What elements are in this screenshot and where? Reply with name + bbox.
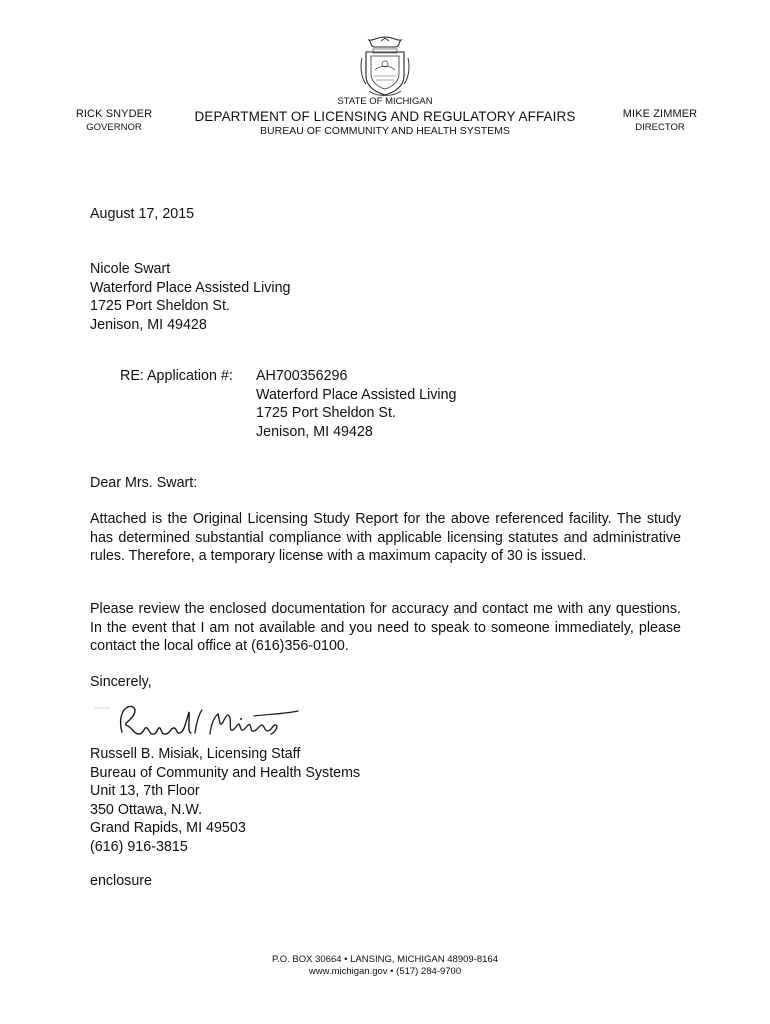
recipient-line: 1725 Port Sheldon St.: [90, 298, 230, 314]
re-line: Jenison, MI 49428: [256, 423, 373, 440]
letterhead: [160, 96, 610, 138]
director-name: MIKE ZIMMER: [622, 108, 698, 120]
signer-address-line: Grand Rapids, MI 49503: [90, 820, 246, 836]
application-number: AH700356296: [256, 368, 348, 384]
re-line: 1725 Port Sheldon St.: [256, 405, 396, 421]
signature-block: [90, 745, 360, 856]
signer-name: Russell B. Misiak, Licensing Staff: [90, 746, 301, 762]
michigan-seal-logo: [357, 34, 413, 98]
department-name: DEPARTMENT OF LICENSING AND REGULATORY AFFAIRS: [194, 109, 576, 124]
body-paragraph-1: Attached is the Original Licensing Study Report for the above referenced facility. The study has determined substantial compliance with applicable licensing statutes and administrative rules. Therefore, a temporary license with a maximum capacity of 30 is issued.: [90, 511, 681, 564]
salutation: Dear Mrs. Swart:: [90, 475, 198, 491]
recipient-line: Nicole Swart: [90, 261, 171, 277]
footer: [160, 954, 610, 978]
director-block: [606, 108, 714, 134]
bureau-name: BUREAU OF COMMUNITY AND HEALTH SYSTEMS: [260, 125, 510, 137]
footer-address: P.O. BOX 30664 • LANSING, MICHIGAN 48909-8164: [272, 954, 498, 965]
recipient-line: Waterford Place Assisted Living: [90, 279, 291, 296]
enclosure-note: enclosure: [90, 873, 152, 889]
re-details: [256, 367, 457, 441]
state-name: STATE OF MICHIGAN: [337, 96, 433, 107]
recipient-line: Jenison, MI 49428: [90, 316, 207, 333]
signer-bureau: Bureau of Community and Health Systems: [90, 764, 361, 781]
signer-phone: (616) 916-3815: [90, 838, 188, 855]
re-label: RE: Application #:: [120, 368, 233, 384]
body-paragraph-2: Please review the enclosed documentation for accuracy and contact me with any questions. In the event that I am not available and you need to speak to someone immediately, please contact the local office at (616)356-0100.: [90, 601, 681, 654]
recipient-address: [90, 260, 291, 334]
letter-date: August 17, 2015: [90, 206, 195, 222]
signer-address-line: 350 Ottawa, N.W.: [90, 801, 203, 818]
governor-block: [60, 108, 168, 134]
footer-contact: www.michigan.gov • (517) 284-9700: [308, 966, 462, 977]
director-title: DIRECTOR: [635, 122, 685, 133]
governor-name: RICK SNYDER: [75, 108, 153, 120]
re-line: Waterford Place Assisted Living: [256, 386, 457, 403]
closing: Sincerely,: [90, 674, 152, 690]
signer-address-line: Unit 13, 7th Floor: [90, 783, 200, 799]
governor-title: GOVERNOR: [86, 122, 142, 133]
handwritten-signature: [92, 694, 302, 746]
